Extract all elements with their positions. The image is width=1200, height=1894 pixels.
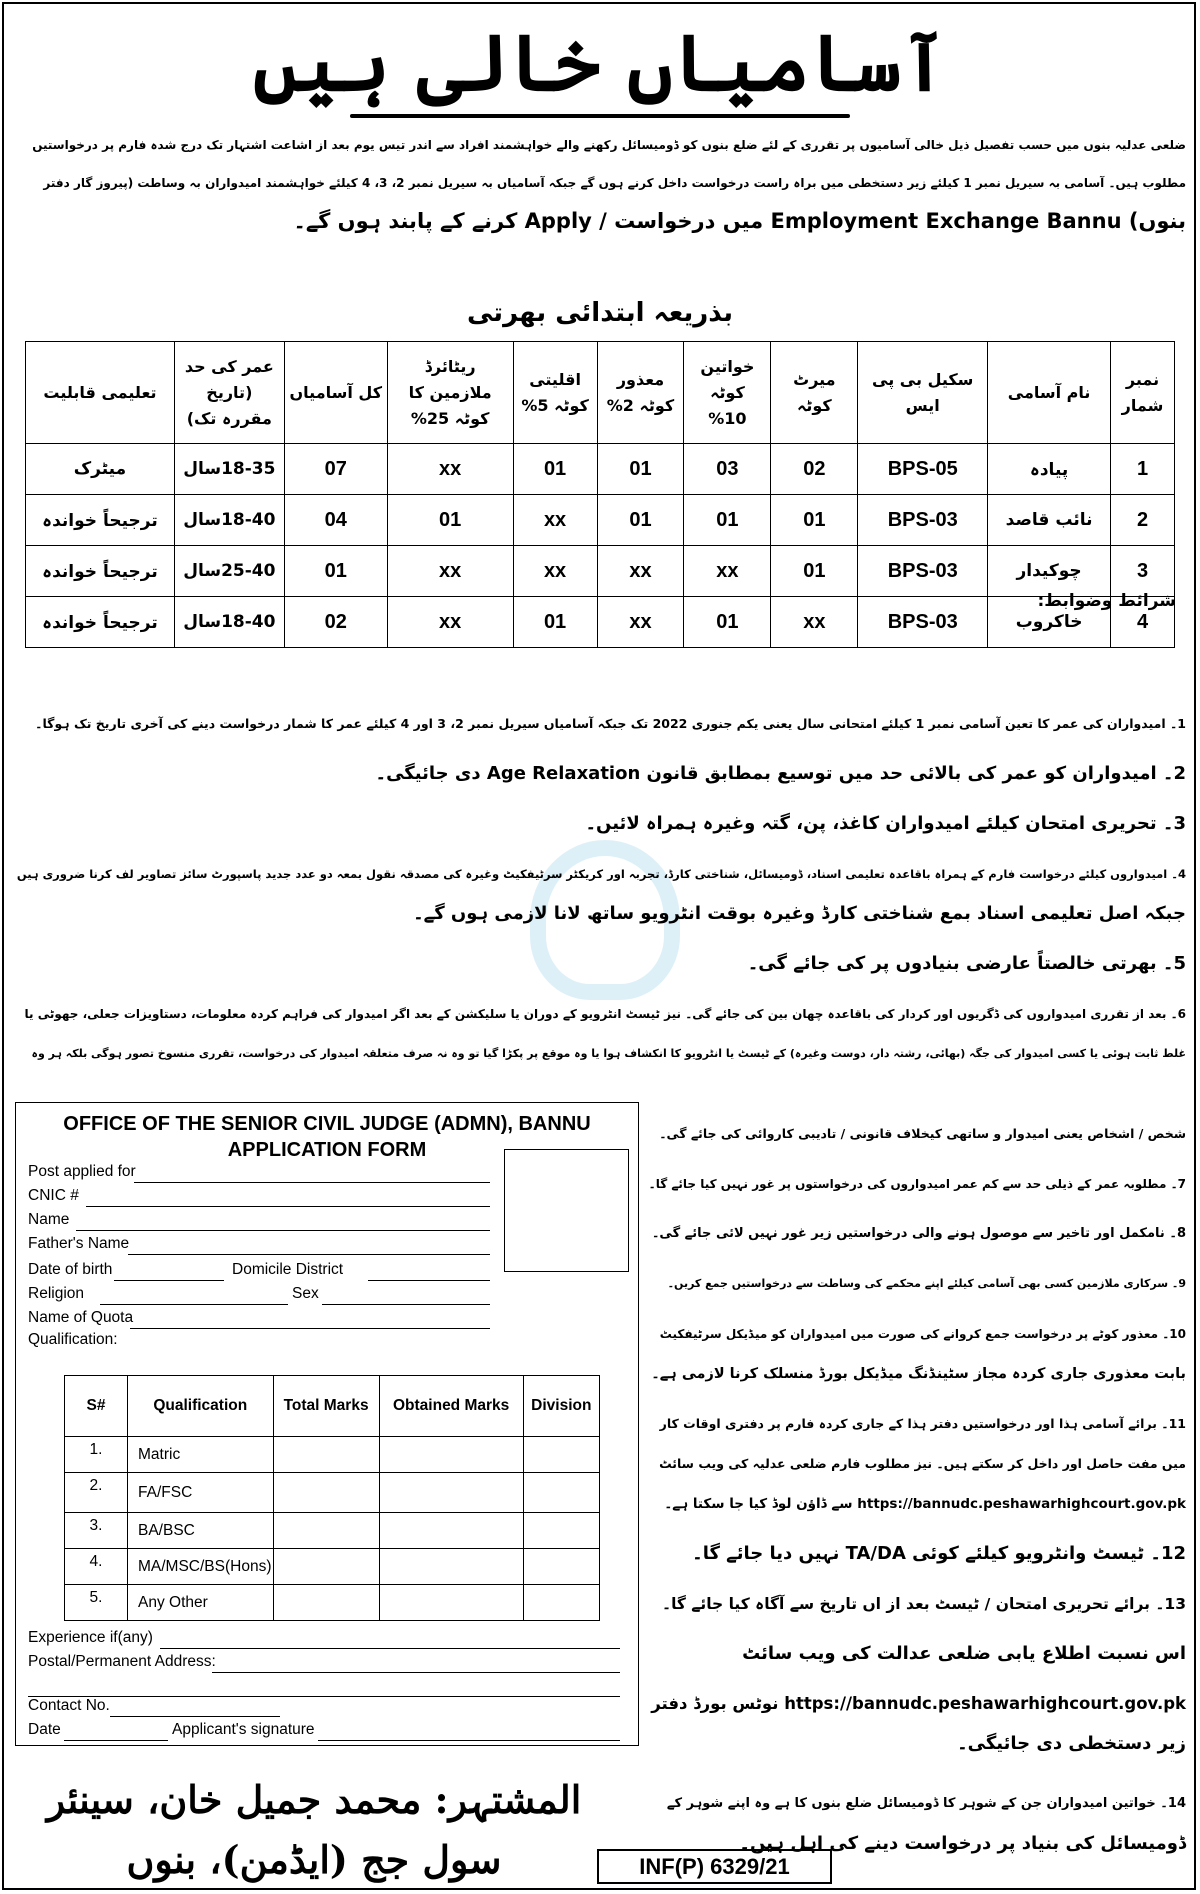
form-title: APPLICATION FORM bbox=[227, 1139, 427, 1161]
signature-label: Applicant's signature bbox=[172, 1721, 315, 1738]
table-row bbox=[65, 1549, 600, 1585]
religion-field[interactable] bbox=[100, 1287, 288, 1305]
cell-merit: 01 bbox=[771, 495, 858, 546]
condition-line: زیر دستخطی دی جائیگی۔ bbox=[957, 1733, 1186, 1754]
obtained-marks-cell[interactable] bbox=[379, 1549, 523, 1585]
qualification-label: Qualification: bbox=[28, 1331, 118, 1348]
form-office-title: OFFICE OF THE SENIOR CIVIL JUDGE (ADMN), BANNU bbox=[63, 1113, 591, 1135]
header-age-limit: عمر کی حد (تاریخ مقررہ تک) bbox=[174, 342, 284, 444]
quota-field[interactable] bbox=[130, 1311, 490, 1329]
experience-field[interactable] bbox=[160, 1631, 620, 1649]
conditions-title: شرائط وضوابط: bbox=[1037, 591, 1176, 611]
condition-line: 8۔ نامکمل اور تاخیر سے موصول ہونے والی درخواستیں زیر غور نہیں لائی جائے گی۔ bbox=[651, 1226, 1186, 1241]
cnic-label: CNIC # bbox=[28, 1187, 79, 1204]
qual-sn: 5. bbox=[65, 1585, 128, 1621]
cell-qualification: میٹرک bbox=[26, 444, 175, 495]
condition-line: 4۔ امیدواروں کیلئے درخواست فارم کے ہمراہ باقاعدہ تعلیمی اسناد، ڈومیسائل، شناختی کارڈ، تجربہ اور کریکٹر سرٹیفکیٹ وغیرہ کی مصدقہ نقول بمعہ دو عدد جدید پاسپورٹ سائز تصاویر لف کرنا ضروری ہیں bbox=[16, 867, 1186, 881]
domicile-label: Domicile District bbox=[232, 1261, 344, 1278]
cell-merit: 01 bbox=[771, 546, 858, 597]
table-row bbox=[65, 1437, 600, 1473]
total-marks-cell[interactable] bbox=[273, 1585, 379, 1621]
table-row bbox=[65, 1473, 600, 1513]
header-qualification: تعلیمی قابلیت bbox=[26, 342, 175, 444]
division-cell[interactable] bbox=[523, 1513, 599, 1549]
condition-line: اس نسبت اطلاع یابی ضلعی عدالت کی ویب سائٹ bbox=[742, 1643, 1186, 1664]
dob-field[interactable] bbox=[114, 1263, 224, 1281]
cell-post-name: پیادہ bbox=[988, 444, 1111, 495]
condition-line: ڈومیسائل کی بنیاد پر درخواست دینے کی اہل ہیں۔ bbox=[739, 1833, 1186, 1854]
table-row bbox=[26, 546, 1175, 597]
cell-disabled: xx bbox=[597, 546, 684, 597]
table-row bbox=[65, 1585, 600, 1621]
cell-women: 01 bbox=[684, 495, 771, 546]
cell-retired: xx bbox=[387, 444, 513, 495]
cell-age: 18-35سال bbox=[174, 444, 284, 495]
cell-age: 18-40سال bbox=[174, 495, 284, 546]
cell-post-name: نائب قاصد bbox=[988, 495, 1111, 546]
condition-line: جبکہ اصل تعلیمی اسناد بمع شناختی کارڈ وغیرہ بوقت انٹرویو ساتھ لانا لازمی ہوں گے۔ bbox=[413, 903, 1186, 924]
name-label: Name bbox=[28, 1211, 70, 1228]
total-marks-cell[interactable] bbox=[273, 1513, 379, 1549]
intro-line: مطلوب ہیں۔ آسامی بہ سیریل نمبر 1 کیلئے زیر دستخطی میں براہ راست درخواست داخل کرنے ہوں گے جبکہ آسامیاں بہ سیریل نمبر 2، 3، 4 کیلئے خواہشمند امیدواران بہ وساطت (پیروز گار دفتر bbox=[43, 176, 1186, 190]
obtained-marks-cell[interactable] bbox=[379, 1513, 523, 1549]
title-underline bbox=[350, 114, 850, 118]
signature-field[interactable] bbox=[318, 1723, 620, 1741]
total-marks-cell[interactable] bbox=[273, 1473, 379, 1513]
table-header-row bbox=[26, 342, 1175, 444]
intro-line: بنوں) Employment Exchange Bannu میں درخواست / Apply کرنے کے پابند ہوں گے۔ bbox=[293, 209, 1186, 233]
domicile-field[interactable] bbox=[368, 1263, 490, 1281]
qual-sn: 4. bbox=[65, 1549, 128, 1585]
condition-line: بابت معذوری جاری کردہ مجاز سٹینڈنگ میڈیکل بورڈ منسلک کرنا لازمی ہے۔ bbox=[651, 1366, 1186, 1382]
father-name-field[interactable] bbox=[128, 1237, 490, 1255]
intro-line: ضلعی عدلیہ بنوں میں حسب تفصیل ذیل خالی آسامیوں پر تقرری کے لئے ضلع بنوں کو ڈومیسائل رکھنے والے خواہشمند افراد سے اندر تیس یوم بعد از اشاعت اشتہار تک درج شدہ فارم پر درخواستیں bbox=[32, 138, 1186, 152]
qual-header-total: Total Marks bbox=[273, 1376, 379, 1437]
header-serial: نمبر شمار bbox=[1111, 342, 1175, 444]
condition-line: شخص / اشخاص یعنی امیدوار و ساتھی کیخلاف قانونی / تادیبی کاروائی کی جائے گی۔ bbox=[659, 1126, 1186, 1141]
dob-label: Date of birth bbox=[28, 1261, 113, 1278]
condition-line: 11۔ برائے آسامی ہذا اور درخواستیں دفتر ہذا کے جاری کردہ فارم پر دفتری اوقات کار bbox=[659, 1416, 1186, 1431]
condition-line: میں مفت حاصل اور داخل کر سکتے ہیں۔ نیز مطلوب فارم ضلعی عدلیہ کی ویب سائٹ bbox=[659, 1456, 1186, 1471]
cell-serial: 4 bbox=[1111, 597, 1175, 648]
cell-minority: 01 bbox=[513, 597, 597, 648]
page-title: آسامیاں خالی ہیں bbox=[252, 18, 948, 109]
cell-women: 01 bbox=[684, 597, 771, 648]
cell-scale: BPS-03 bbox=[858, 597, 988, 648]
photo-box[interactable] bbox=[504, 1149, 629, 1272]
contact-field[interactable] bbox=[110, 1699, 280, 1717]
inf-number: INF(P) 6329/21 bbox=[597, 1849, 832, 1884]
condition-line: 14۔ خواتین امیدواران جن کے شوہر کا ڈومیسائل ضلع بنوں کا ہے وہ اپنے شوہر کے bbox=[666, 1796, 1186, 1811]
qual-name: Any Other bbox=[128, 1585, 274, 1621]
date-label: Date bbox=[28, 1721, 61, 1738]
table-row bbox=[65, 1513, 600, 1549]
cell-disabled: 01 bbox=[597, 495, 684, 546]
qual-name: MA/MSC/BS(Hons) bbox=[128, 1549, 274, 1585]
condition-line: 13۔ برائے تحریری امتحان / ٹیسٹ بعد از اں تاریخ سے آگاہ کیا جائے گا۔ bbox=[661, 1595, 1186, 1613]
header-scale: سکیل بی پی ایس bbox=[858, 342, 988, 444]
condition-line: https://bannudc.peshawarhighcourt.gov.pk سے ڈاؤن لوڈ کیا جا سکتا ہے۔ bbox=[664, 1496, 1186, 1512]
condition-line: غلط ثابت ہوئی یا کسی امیدوار کی جگہ (بھائی، رشتہ دار، دوست وغیرہ) کے ٹیسٹ یا انٹرویو کا انکشاف ہوا یا وہ موقع پر پکڑا گیا تو وہ نہ صرف متعلقہ امیدوار کی درخواست، تقرری منسوخ تصور ہوگی بلکہ ہر وہ bbox=[31, 1047, 1186, 1060]
qual-name: BA/BSC bbox=[128, 1513, 274, 1549]
experience-label: Experience if(any) bbox=[28, 1629, 153, 1646]
condition-line: 1۔ امیدواران کی عمر کا تعین آسامی نمبر 1 کیلئے امتحانی سال یعنی یکم جنوری 2022 تک جبکہ آسامیاں سیریل نمبر 2، 3 اور 4 کیلئے عمر کا شمار درخواست دینے کی آخری تاریخ تک ہوگا۔ bbox=[35, 716, 1186, 731]
division-cell[interactable] bbox=[523, 1437, 599, 1473]
header-post-name: نام آسامی bbox=[988, 342, 1111, 444]
cell-minority: xx bbox=[513, 495, 597, 546]
cell-total: 01 bbox=[284, 546, 387, 597]
qual-header-division: Division bbox=[523, 1376, 599, 1437]
qual-header-qualification: Qualification bbox=[128, 1376, 274, 1437]
qual-name: FA/FSC bbox=[128, 1473, 274, 1513]
qual-sn: 2. bbox=[65, 1473, 128, 1513]
condition-line: 7۔ مطلوبہ عمر کے ذیلی حد سے کم عمر امیدواروں کی درخواستوں پر غور نہیں کیا جائے گا۔ bbox=[648, 1177, 1186, 1191]
post-label: Post applied for bbox=[28, 1163, 136, 1180]
table-row bbox=[26, 444, 1175, 495]
cell-total: 04 bbox=[284, 495, 387, 546]
posts-table bbox=[25, 341, 1175, 648]
cell-retired: xx bbox=[387, 546, 513, 597]
cell-total: 07 bbox=[284, 444, 387, 495]
qual-name: Matric bbox=[128, 1437, 274, 1473]
sex-label: Sex bbox=[292, 1285, 319, 1302]
date-field[interactable] bbox=[64, 1723, 168, 1741]
qual-header-row bbox=[65, 1376, 600, 1437]
qual-sn: 3. bbox=[65, 1513, 128, 1549]
address-field-line2[interactable] bbox=[28, 1679, 620, 1697]
cell-serial: 3 bbox=[1111, 546, 1175, 597]
division-cell[interactable] bbox=[523, 1585, 599, 1621]
division-cell[interactable] bbox=[523, 1473, 599, 1513]
sex-field[interactable] bbox=[322, 1287, 490, 1305]
condition-line: 2۔ امیدواران کو عمر کی بالائی حد میں توسیع بمطابق قانون Age Relaxation دی جائیگی۔ bbox=[375, 763, 1186, 784]
header-minority-quota: اقلیتی کوٹہ 5% bbox=[513, 342, 597, 444]
religion-label: Religion bbox=[28, 1285, 85, 1302]
obtained-marks-cell[interactable] bbox=[379, 1437, 523, 1473]
cell-disabled: 01 bbox=[597, 444, 684, 495]
cell-merit: xx bbox=[771, 597, 858, 648]
intro-paragraph bbox=[14, 126, 1186, 240]
cell-qualification: ترجیحاً خواندہ bbox=[26, 495, 175, 546]
header-disabled-quota: معذور کوٹہ 2% bbox=[597, 342, 684, 444]
condition-line: 10۔ معذور کوٹے پر درخواست جمع کروانے کی صورت میں امیدواران کو میڈیکل سرٹیفکیٹ bbox=[659, 1327, 1186, 1341]
name-field[interactable] bbox=[76, 1213, 490, 1231]
cell-merit: 02 bbox=[771, 444, 858, 495]
recruitment-subheading: بذریعہ ابتدائی بھرتی bbox=[467, 298, 733, 328]
cell-age: 25-40سال bbox=[174, 546, 284, 597]
condition-line: 3۔ تحریری امتحان کیلئے امیدواران کاغذ، پن، گتہ وغیرہ ہمراہ لائیں۔ bbox=[585, 813, 1186, 834]
condition-line: 6۔ بعد از تقرری امیدواروں کی ڈگریوں اور کردار کی باقاعدہ چھان بین کی جائے گی۔ نیز ٹیسٹ انٹرویو کے دوران یا سلیکشن کے بعد اگر امیدوار کی فراہم کردہ معلومات، دستاویزات جعلی، جھوٹی یا bbox=[24, 1007, 1186, 1021]
cell-age: 18-40سال bbox=[174, 597, 284, 648]
cnic-field[interactable] bbox=[86, 1189, 490, 1207]
condition-line: https://bannudc.peshawarhighcourt.gov.pk نوٹس بورڈ دفتر bbox=[651, 1694, 1186, 1713]
cell-retired: xx bbox=[387, 597, 513, 648]
total-marks-cell[interactable] bbox=[273, 1549, 379, 1585]
cell-minority: 01 bbox=[513, 444, 597, 495]
application-form bbox=[15, 1102, 639, 1746]
address-field[interactable] bbox=[212, 1655, 620, 1673]
cell-qualification: ترجیحاً خواندہ bbox=[26, 546, 175, 597]
header-retired-quota: ریٹائرڈ ملازمین کا کوٹہ 25% bbox=[387, 342, 513, 444]
cell-scale: BPS-03 bbox=[858, 495, 988, 546]
table-row bbox=[26, 495, 1175, 546]
header-women-quota: خواتین کوٹہ 10% bbox=[684, 342, 771, 444]
condition-line: 9۔ سرکاری ملازمین کسی بھی آسامی کیلئے اپنے محکمے کی وساطت سے درخواستیں جمع کریں۔ bbox=[667, 1277, 1186, 1290]
qual-header-sn: S# bbox=[65, 1376, 128, 1437]
cell-retired: 01 bbox=[387, 495, 513, 546]
address-label: Postal/Permanent Address: bbox=[28, 1653, 216, 1670]
qual-sn: 1. bbox=[65, 1437, 128, 1473]
cell-scale: BPS-05 bbox=[858, 444, 988, 495]
cell-women: xx bbox=[684, 546, 771, 597]
quota-label: Name of Quota bbox=[28, 1309, 134, 1326]
division-cell[interactable] bbox=[523, 1549, 599, 1585]
cell-post-name: چوکیدار bbox=[988, 546, 1111, 597]
cell-serial: 2 bbox=[1111, 495, 1175, 546]
post-field[interactable] bbox=[134, 1165, 490, 1183]
advertiser-name: المشتہر: محمد جمیل خان، سینئر سول جج (ایڈمن)، بنوں bbox=[46, 1777, 582, 1882]
cell-minority: xx bbox=[513, 546, 597, 597]
cell-scale: BPS-03 bbox=[858, 546, 988, 597]
father-name-label: Father's Name bbox=[28, 1235, 130, 1252]
qualification-table bbox=[64, 1375, 600, 1621]
total-marks-cell[interactable] bbox=[273, 1437, 379, 1473]
header-merit-quota: میرٹ کوٹہ bbox=[771, 342, 858, 444]
contact-label: Contact No. bbox=[28, 1697, 110, 1714]
obtained-marks-cell[interactable] bbox=[379, 1473, 523, 1513]
condition-line: 5۔ بھرتی خالصتاً عارضی بنیادوں پر کی جائے گی۔ bbox=[747, 953, 1186, 974]
cell-disabled: xx bbox=[597, 597, 684, 648]
obtained-marks-cell[interactable] bbox=[379, 1585, 523, 1621]
qual-header-obtained: Obtained Marks bbox=[379, 1376, 523, 1437]
cell-serial: 1 bbox=[1111, 444, 1175, 495]
cell-post-name: خاکروب bbox=[988, 597, 1111, 648]
header-total-posts: کل آسامیاں bbox=[284, 342, 387, 444]
cell-qualification: ترجیحاً خواندہ bbox=[26, 597, 175, 648]
condition-line: 12۔ ٹیسٹ وانٹرویو کیلئے کوئی TA/DA نہیں دیا جائے گا۔ bbox=[692, 1543, 1186, 1564]
cell-total: 02 bbox=[284, 597, 387, 648]
cell-women: 03 bbox=[684, 444, 771, 495]
